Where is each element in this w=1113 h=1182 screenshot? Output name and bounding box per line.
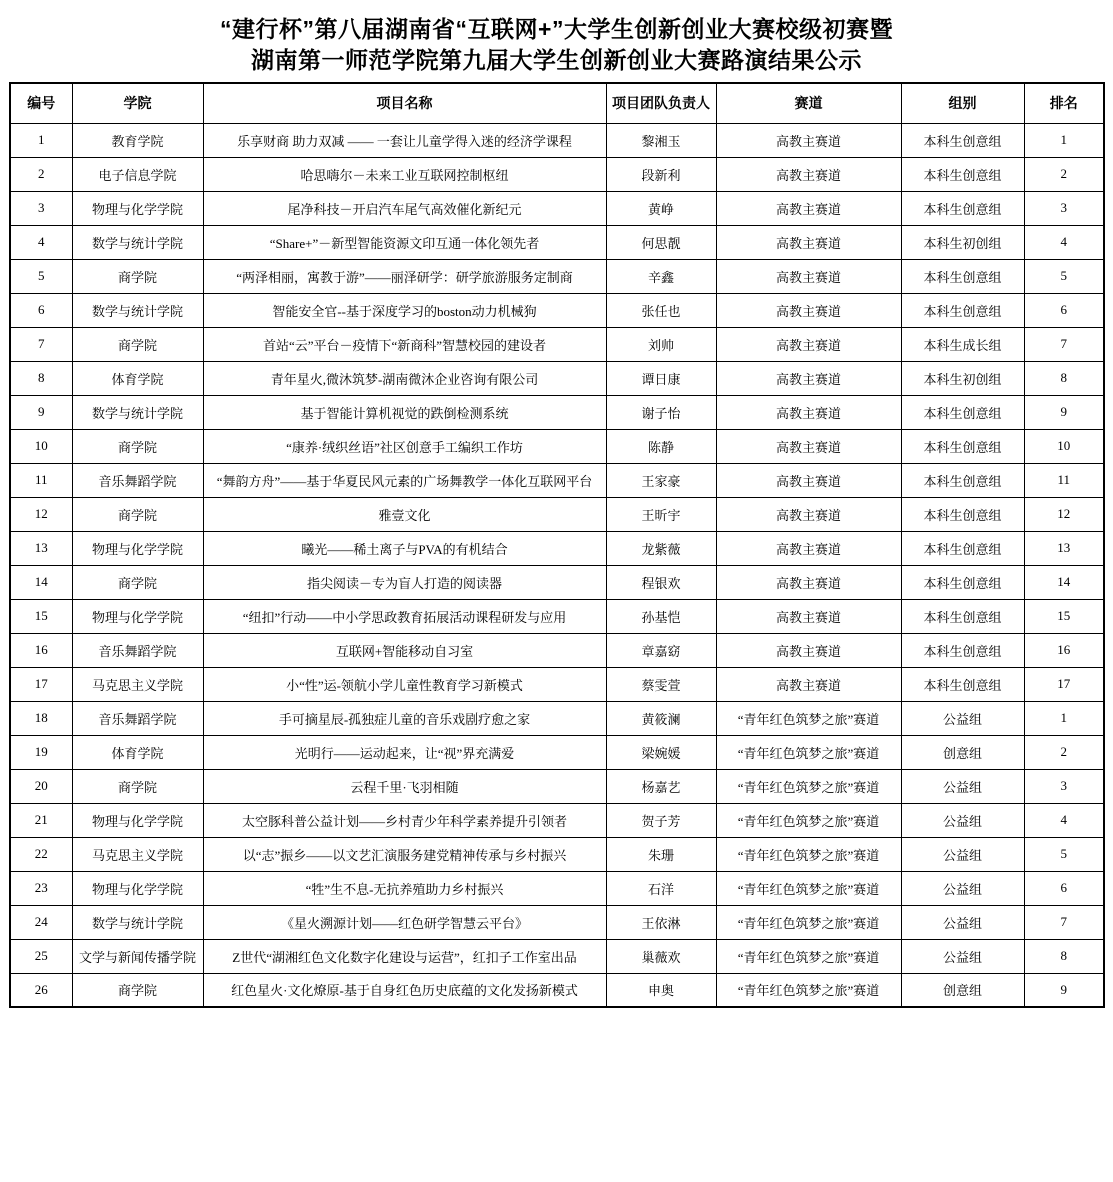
cell-group: 公益组 bbox=[901, 837, 1024, 871]
cell-project-name: “纽扣”行动——中小学思政教育拓展活动课程研发与应用 bbox=[203, 599, 606, 633]
cell-track: 高教主赛道 bbox=[716, 429, 901, 463]
cell-team-leader: 黄筱澜 bbox=[606, 701, 716, 735]
cell-track: 高教主赛道 bbox=[716, 123, 901, 157]
cell-rank: 11 bbox=[1024, 463, 1104, 497]
cell-track: 高教主赛道 bbox=[716, 361, 901, 395]
cell-number: 19 bbox=[10, 735, 72, 769]
cell-number: 10 bbox=[10, 429, 72, 463]
cell-number: 15 bbox=[10, 599, 72, 633]
table-row bbox=[10, 871, 1104, 905]
cell-team-leader: 黎湘玉 bbox=[606, 123, 716, 157]
cell-track: 高教主赛道 bbox=[716, 225, 901, 259]
cell-project-name: “康养·绒织丝语”社区创意手工编织工作坊 bbox=[203, 429, 606, 463]
cell-team-leader: 刘帅 bbox=[606, 327, 716, 361]
cell-team-leader: 谭日康 bbox=[606, 361, 716, 395]
cell-college: 物理与化学学院 bbox=[72, 599, 203, 633]
cell-number: 4 bbox=[10, 225, 72, 259]
cell-group: 本科生创意组 bbox=[901, 599, 1024, 633]
cell-track: “青年红色筑梦之旅”赛道 bbox=[716, 735, 901, 769]
cell-college: 商学院 bbox=[72, 565, 203, 599]
cell-group: 本科生创意组 bbox=[901, 565, 1024, 599]
table-row bbox=[10, 497, 1104, 531]
table-row bbox=[10, 905, 1104, 939]
cell-team-leader: 朱珊 bbox=[606, 837, 716, 871]
table-row bbox=[10, 429, 1104, 463]
cell-team-leader: 杨嘉艺 bbox=[606, 769, 716, 803]
cell-team-leader: 龙紫薇 bbox=[606, 531, 716, 565]
cell-group: 本科生初创组 bbox=[901, 225, 1024, 259]
cell-group: 本科生创意组 bbox=[901, 395, 1024, 429]
cell-group: 创意组 bbox=[901, 735, 1024, 769]
cell-college: 文学与新闻传播学院 bbox=[72, 939, 203, 973]
col-header-group: 组别 bbox=[901, 83, 1024, 123]
cell-team-leader: 孙基恺 bbox=[606, 599, 716, 633]
cell-track: 高教主赛道 bbox=[716, 667, 901, 701]
cell-group: 本科生创意组 bbox=[901, 429, 1024, 463]
cell-college: 物理与化学学院 bbox=[72, 531, 203, 565]
cell-team-leader: 梁婉媛 bbox=[606, 735, 716, 769]
cell-rank: 16 bbox=[1024, 633, 1104, 667]
cell-group: 本科生成长组 bbox=[901, 327, 1024, 361]
cell-number: 23 bbox=[10, 871, 72, 905]
cell-track: “青年红色筑梦之旅”赛道 bbox=[716, 973, 901, 1007]
header-row bbox=[10, 83, 1104, 123]
cell-team-leader: 辛鑫 bbox=[606, 259, 716, 293]
cell-rank: 1 bbox=[1024, 701, 1104, 735]
cell-team-leader: 贺子芳 bbox=[606, 803, 716, 837]
cell-track: 高教主赛道 bbox=[716, 191, 901, 225]
table-row bbox=[10, 361, 1104, 395]
cell-rank: 15 bbox=[1024, 599, 1104, 633]
cell-college: 商学院 bbox=[72, 769, 203, 803]
cell-team-leader: 章嘉窈 bbox=[606, 633, 716, 667]
cell-group: 公益组 bbox=[901, 701, 1024, 735]
table-row bbox=[10, 259, 1104, 293]
table-row bbox=[10, 123, 1104, 157]
cell-college: 商学院 bbox=[72, 327, 203, 361]
cell-group: 公益组 bbox=[901, 939, 1024, 973]
cell-project-name: 云程千里·飞羽相随 bbox=[203, 769, 606, 803]
cell-team-leader: 蔡雯萱 bbox=[606, 667, 716, 701]
table-row bbox=[10, 769, 1104, 803]
cell-rank: 13 bbox=[1024, 531, 1104, 565]
cell-number: 13 bbox=[10, 531, 72, 565]
cell-rank: 5 bbox=[1024, 837, 1104, 871]
cell-number: 14 bbox=[10, 565, 72, 599]
cell-track: 高教主赛道 bbox=[716, 633, 901, 667]
table-row bbox=[10, 327, 1104, 361]
cell-group: 公益组 bbox=[901, 905, 1024, 939]
cell-track: “青年红色筑梦之旅”赛道 bbox=[716, 939, 901, 973]
cell-number: 18 bbox=[10, 701, 72, 735]
cell-college: 数学与统计学院 bbox=[72, 293, 203, 327]
cell-number: 3 bbox=[10, 191, 72, 225]
cell-number: 6 bbox=[10, 293, 72, 327]
cell-college: 数学与统计学院 bbox=[72, 395, 203, 429]
cell-group: 创意组 bbox=[901, 973, 1024, 1007]
cell-college: 体育学院 bbox=[72, 735, 203, 769]
cell-college: 马克思主义学院 bbox=[72, 837, 203, 871]
cell-college: 音乐舞蹈学院 bbox=[72, 701, 203, 735]
table-row bbox=[10, 973, 1104, 1007]
cell-number: 12 bbox=[10, 497, 72, 531]
cell-college: 商学院 bbox=[72, 259, 203, 293]
cell-team-leader: 何思靓 bbox=[606, 225, 716, 259]
cell-group: 公益组 bbox=[901, 803, 1024, 837]
cell-rank: 14 bbox=[1024, 565, 1104, 599]
cell-college: 物理与化学学院 bbox=[72, 871, 203, 905]
table-row bbox=[10, 803, 1104, 837]
cell-project-name: 光明行——运动起来，让“视”界充满爱 bbox=[203, 735, 606, 769]
cell-team-leader: 巢薇欢 bbox=[606, 939, 716, 973]
cell-number: 5 bbox=[10, 259, 72, 293]
cell-rank: 9 bbox=[1024, 395, 1104, 429]
cell-rank: 6 bbox=[1024, 871, 1104, 905]
cell-track: “青年红色筑梦之旅”赛道 bbox=[716, 837, 901, 871]
document-title-line-2: 湖南第一师范学院第九届大学生创新创业大赛路演结果公示 bbox=[251, 47, 862, 73]
cell-project-name: 太空豚科普公益计划——乡村青少年科学素养提升引领者 bbox=[203, 803, 606, 837]
cell-number: 17 bbox=[10, 667, 72, 701]
table-row bbox=[10, 463, 1104, 497]
table-row bbox=[10, 633, 1104, 667]
cell-project-name: “舞韵方舟”——基于华夏民风元素的广场舞教学一体化互联网平台 bbox=[203, 463, 606, 497]
cell-group: 公益组 bbox=[901, 769, 1024, 803]
col-header-rank: 排名 bbox=[1024, 83, 1104, 123]
cell-track: 高教主赛道 bbox=[716, 327, 901, 361]
cell-college: 音乐舞蹈学院 bbox=[72, 463, 203, 497]
cell-number: 16 bbox=[10, 633, 72, 667]
cell-college: 电子信息学院 bbox=[72, 157, 203, 191]
table-row bbox=[10, 837, 1104, 871]
cell-group: 本科生初创组 bbox=[901, 361, 1024, 395]
col-header-project-name: 项目名称 bbox=[203, 83, 606, 123]
table-row bbox=[10, 395, 1104, 429]
cell-rank: 4 bbox=[1024, 225, 1104, 259]
table-row bbox=[10, 565, 1104, 599]
results-table-body bbox=[10, 123, 1104, 1007]
cell-number: 25 bbox=[10, 939, 72, 973]
cell-track: “青年红色筑梦之旅”赛道 bbox=[716, 701, 901, 735]
table-row bbox=[10, 667, 1104, 701]
cell-project-name: 哈思嗨尔－未来工业互联网控制枢纽 bbox=[203, 157, 606, 191]
cell-rank: 7 bbox=[1024, 327, 1104, 361]
cell-rank: 3 bbox=[1024, 191, 1104, 225]
cell-project-name: 《星火溯源计划——红色研学智慧云平台》 bbox=[203, 905, 606, 939]
cell-rank: 8 bbox=[1024, 361, 1104, 395]
cell-number: 20 bbox=[10, 769, 72, 803]
table-row bbox=[10, 191, 1104, 225]
cell-number: 7 bbox=[10, 327, 72, 361]
cell-rank: 4 bbox=[1024, 803, 1104, 837]
cell-team-leader: 申奥 bbox=[606, 973, 716, 1007]
cell-track: “青年红色筑梦之旅”赛道 bbox=[716, 905, 901, 939]
cell-number: 21 bbox=[10, 803, 72, 837]
cell-college: 商学院 bbox=[72, 497, 203, 531]
cell-track: “青年红色筑梦之旅”赛道 bbox=[716, 871, 901, 905]
results-table-header bbox=[10, 83, 1104, 123]
cell-project-name: “Share+”－新型智能资源文印互通一体化领先者 bbox=[203, 225, 606, 259]
cell-project-name: “牲”生不息-无抗养殖助力乡村振兴 bbox=[203, 871, 606, 905]
cell-number: 11 bbox=[10, 463, 72, 497]
cell-project-name: Z世代“湖湘红色文化数字化建设与运营”，红扣子工作室出品 bbox=[203, 939, 606, 973]
cell-number: 2 bbox=[10, 157, 72, 191]
cell-track: 高教主赛道 bbox=[716, 497, 901, 531]
cell-group: 本科生创意组 bbox=[901, 497, 1024, 531]
cell-project-name: 尾净科技－开启汽车尾气高效催化新纪元 bbox=[203, 191, 606, 225]
cell-team-leader: 黄峥 bbox=[606, 191, 716, 225]
cell-college: 物理与化学学院 bbox=[72, 191, 203, 225]
table-row bbox=[10, 293, 1104, 327]
cell-college: 马克思主义学院 bbox=[72, 667, 203, 701]
cell-team-leader: 石洋 bbox=[606, 871, 716, 905]
cell-group: 本科生创意组 bbox=[901, 157, 1024, 191]
cell-rank: 1 bbox=[1024, 123, 1104, 157]
cell-project-name: 指尖阅读－专为盲人打造的阅读器 bbox=[203, 565, 606, 599]
cell-project-name: 首站“云”平台－疫情下“新商科”智慧校园的建设者 bbox=[203, 327, 606, 361]
cell-rank: 17 bbox=[1024, 667, 1104, 701]
cell-rank: 5 bbox=[1024, 259, 1104, 293]
table-row bbox=[10, 701, 1104, 735]
cell-track: 高教主赛道 bbox=[716, 395, 901, 429]
cell-rank: 2 bbox=[1024, 735, 1104, 769]
cell-project-name: 乐享财商 助力双减 —— 一套让儿童学得入迷的经济学课程 bbox=[203, 123, 606, 157]
cell-project-name: 手可摘星辰-孤独症儿童的音乐戏剧疗愈之家 bbox=[203, 701, 606, 735]
cell-track: 高教主赛道 bbox=[716, 599, 901, 633]
cell-college: 数学与统计学院 bbox=[72, 905, 203, 939]
cell-team-leader: 王依淋 bbox=[606, 905, 716, 939]
cell-team-leader: 谢子怡 bbox=[606, 395, 716, 429]
cell-college: 商学院 bbox=[72, 973, 203, 1007]
cell-group: 公益组 bbox=[901, 871, 1024, 905]
cell-team-leader: 陈静 bbox=[606, 429, 716, 463]
cell-group: 本科生创意组 bbox=[901, 293, 1024, 327]
table-row bbox=[10, 939, 1104, 973]
cell-college: 物理与化学学院 bbox=[72, 803, 203, 837]
cell-number: 9 bbox=[10, 395, 72, 429]
table-row bbox=[10, 531, 1104, 565]
cell-college: 教育学院 bbox=[72, 123, 203, 157]
cell-track: 高教主赛道 bbox=[716, 259, 901, 293]
cell-track: 高教主赛道 bbox=[716, 531, 901, 565]
cell-group: 本科生创意组 bbox=[901, 123, 1024, 157]
cell-number: 22 bbox=[10, 837, 72, 871]
col-header-track: 赛道 bbox=[716, 83, 901, 123]
cell-track: 高教主赛道 bbox=[716, 463, 901, 497]
cell-team-leader: 张任也 bbox=[606, 293, 716, 327]
cell-number: 26 bbox=[10, 973, 72, 1007]
cell-project-name: 互联网+智能移动自习室 bbox=[203, 633, 606, 667]
table-row bbox=[10, 735, 1104, 769]
document-title bbox=[0, 0, 1113, 76]
cell-project-name: 小“性”运-领航小学儿童性教育学习新模式 bbox=[203, 667, 606, 701]
cell-college: 体育学院 bbox=[72, 361, 203, 395]
cell-project-name: 曦光——稀土离子与PVA的有机结合 bbox=[203, 531, 606, 565]
cell-rank: 7 bbox=[1024, 905, 1104, 939]
cell-track: 高教主赛道 bbox=[716, 565, 901, 599]
cell-team-leader: 王家豪 bbox=[606, 463, 716, 497]
col-header-college: 学院 bbox=[72, 83, 203, 123]
cell-number: 8 bbox=[10, 361, 72, 395]
cell-track: 高教主赛道 bbox=[716, 157, 901, 191]
col-header-team-leader: 项目团队负责人 bbox=[606, 83, 716, 123]
table-row bbox=[10, 599, 1104, 633]
table-row bbox=[10, 157, 1104, 191]
cell-project-name: 红色星火·文化燎原-基于自身红色历史底蕴的文化发扬新模式 bbox=[203, 973, 606, 1007]
cell-number: 24 bbox=[10, 905, 72, 939]
cell-rank: 2 bbox=[1024, 157, 1104, 191]
cell-track: “青年红色筑梦之旅”赛道 bbox=[716, 769, 901, 803]
cell-track: “青年红色筑梦之旅”赛道 bbox=[716, 803, 901, 837]
table-row bbox=[10, 225, 1104, 259]
cell-rank: 12 bbox=[1024, 497, 1104, 531]
cell-team-leader: 王昕宇 bbox=[606, 497, 716, 531]
cell-college: 音乐舞蹈学院 bbox=[72, 633, 203, 667]
cell-college: 数学与统计学院 bbox=[72, 225, 203, 259]
cell-project-name: 智能安全官--基于深度学习的boston动力机械狗 bbox=[203, 293, 606, 327]
cell-college: 商学院 bbox=[72, 429, 203, 463]
cell-team-leader: 程银欢 bbox=[606, 565, 716, 599]
cell-rank: 9 bbox=[1024, 973, 1104, 1007]
cell-group: 本科生创意组 bbox=[901, 191, 1024, 225]
col-header-number: 编号 bbox=[10, 83, 72, 123]
cell-group: 本科生创意组 bbox=[901, 667, 1024, 701]
results-table bbox=[9, 82, 1105, 1008]
cell-number: 1 bbox=[10, 123, 72, 157]
cell-group: 本科生创意组 bbox=[901, 463, 1024, 497]
cell-project-name: 青年星火,微沐筑梦-湖南微沐企业咨询有限公司 bbox=[203, 361, 606, 395]
cell-group: 本科生创意组 bbox=[901, 531, 1024, 565]
cell-project-name: 以“志”振乡——以文艺汇演服务建党精神传承与乡村振兴 bbox=[203, 837, 606, 871]
cell-team-leader: 段新利 bbox=[606, 157, 716, 191]
cell-track: 高教主赛道 bbox=[716, 293, 901, 327]
cell-group: 本科生创意组 bbox=[901, 633, 1024, 667]
cell-rank: 6 bbox=[1024, 293, 1104, 327]
cell-rank: 8 bbox=[1024, 939, 1104, 973]
cell-project-name: 基于智能计算机视觉的跌倒检测系统 bbox=[203, 395, 606, 429]
cell-rank: 10 bbox=[1024, 429, 1104, 463]
cell-group: 本科生创意组 bbox=[901, 259, 1024, 293]
document-title-line-1: “建行杯”第八届湖南省“互联网+”大学生创新创业大赛校级初赛暨 bbox=[220, 16, 893, 42]
cell-project-name: 雅壹文化 bbox=[203, 497, 606, 531]
cell-rank: 3 bbox=[1024, 769, 1104, 803]
cell-project-name: “两泽相丽，寓教于游”——丽泽研学：研学旅游服务定制商 bbox=[203, 259, 606, 293]
